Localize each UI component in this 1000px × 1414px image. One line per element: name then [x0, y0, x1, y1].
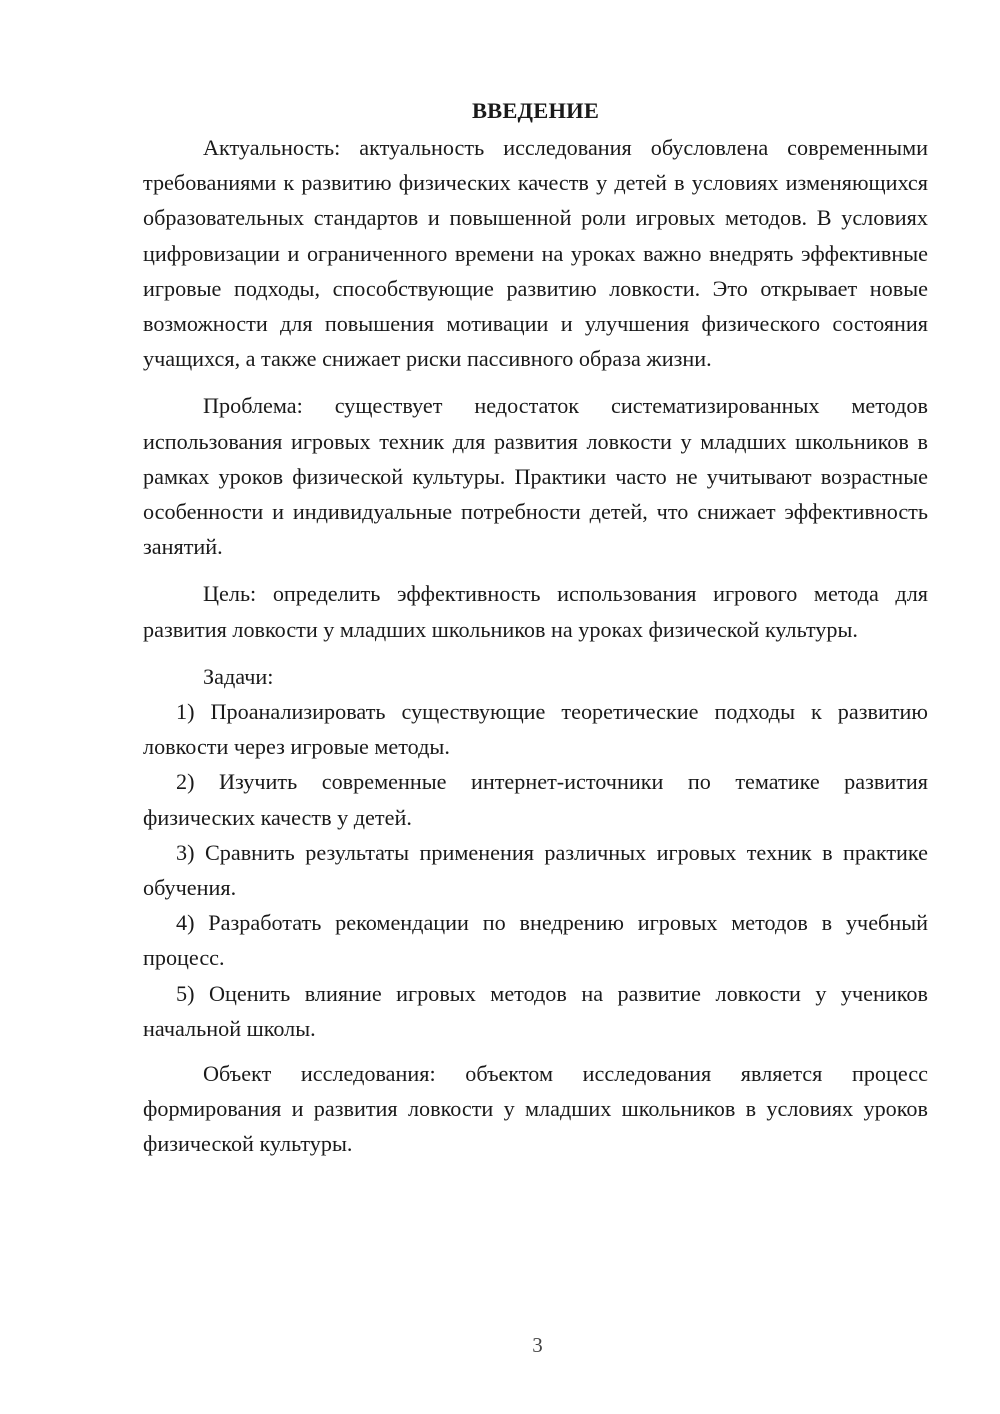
task-item: 2) Изучить современные интернет-источники по тематике развития физических качеств у детей.	[143, 769, 928, 830]
goal-paragraph: Цель: определить эффективность использования игрового метода для развития ловкости у младших школьников на уроках физической культуры.	[143, 581, 928, 642]
page-title: ВВЕДЕНИЕ	[471, 98, 600, 123]
relevance-paragraph: Актуальность: актуальность исследования обусловлена современными требованиями к развитию физических качеств у детей в условиях изменяющихся образовательных стандартов и повышенной роли игровых методов. В условиях цифровизации и ограниченного времени на уроках важно внедрять эффективные игровые подходы, способствующие развитию ловкости. Это открывает новые возможности для повышения мотивации и улучшения физического состояния учащихся, а также снижает риски пассивного образа жизни.	[143, 135, 928, 372]
object-paragraph: Объект исследования: объектом исследования является процесс формирования и развития ловкости у младших школьников в условиях уроков физической культуры.	[143, 1061, 928, 1157]
task-item: 3) Сравнить результаты применения различных игровых техник в практике обучения.	[143, 839, 928, 901]
tasks-label: Задачи:	[203, 663, 274, 689]
task-item: 5) Оценить влияние игровых методов на развитие ловкости у учеников начальной школы.	[143, 980, 928, 1041]
tasks-list	[143, 694, 928, 1046]
document-page	[143, 96, 928, 1162]
task-item: 1) Проанализировать существующие теоретические подходы к развитию ловкости через игровые методы.	[143, 699, 928, 760]
task-item: 4) Разработать рекомендации по внедрению игровых методов в учебный процесс.	[143, 910, 928, 971]
page-number: 3	[532, 1333, 543, 1357]
problem-paragraph: Проблема: существует недостаток систематизированных методов использования игровых техник для развития ловкости у младших школьников в рамках уроков физической культуры. Практики часто не учитывают возрастные особенности и индивидуальные потребности детей, что снижает эффективность занятий.	[143, 393, 928, 560]
